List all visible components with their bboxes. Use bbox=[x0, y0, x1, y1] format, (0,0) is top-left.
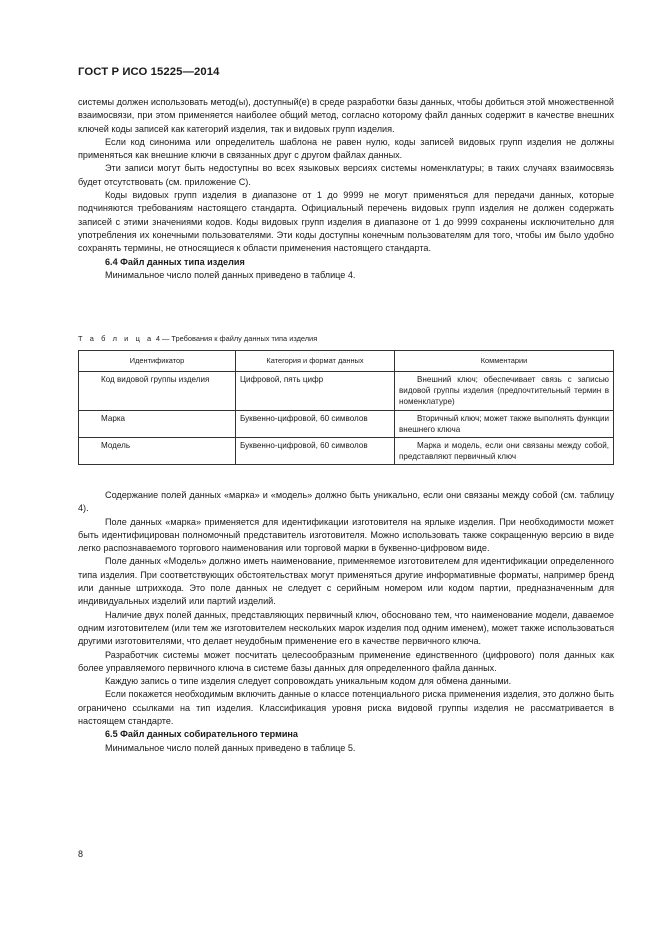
paragraph: Каждую запись о типе изделия следует сопровождать уникальным кодом для обмена данными. bbox=[105, 676, 512, 687]
body-text-upper bbox=[78, 96, 614, 282]
table-header-row bbox=[79, 351, 614, 372]
column-header: Идентификатор bbox=[79, 351, 236, 372]
cell-text: Буквенно-цифровой, 60 символов bbox=[240, 413, 368, 423]
paragraph: Содержание полей данных «марка» и «модель» должно быть уникально, если они связаны между собой (см. таблицу 4). bbox=[78, 490, 614, 514]
table-cell bbox=[79, 410, 236, 437]
paragraph: Эти записи могут быть недоступны во всех языковых версиях системы номенклатуры; в таких случаях взаимосвязь будет отсутствовать (см. приложение С). bbox=[78, 163, 614, 187]
cell-text: Внешний ключ; обеспечивает связь с записью видовой группы изделия (предпочтительный термин в номенклатуре) bbox=[399, 375, 609, 407]
cell-text: Буквенно-цифровой, 60 символов bbox=[240, 441, 368, 451]
table-caption-title: 4 — Требования к файлу данных типа изделия bbox=[153, 334, 318, 343]
section-heading-6-4: 6.4 Файл данных типа изделия bbox=[105, 256, 245, 267]
cell-text: Марка bbox=[101, 413, 126, 423]
cell-text: Цифровой, пять цифр bbox=[240, 375, 324, 384]
column-header: Комментарии bbox=[395, 351, 614, 372]
table-cell bbox=[79, 438, 236, 465]
table-row bbox=[79, 438, 614, 465]
cell-text: Марка и модель, если они связаны между собой, представляют первичный ключ bbox=[399, 441, 609, 462]
paragraph: Поле данных «марка» применяется для идентификации изготовителя на ярлыке изделия. При необходимости может быть идентифицирован полномочный представитель изготовителя. Можно использовать также сокращенную версию в виде легко распознаваемого торгового наименования или торговой марки в буквенно-цифровом виде. bbox=[78, 516, 614, 554]
table-cell bbox=[236, 372, 395, 411]
body-text-lower bbox=[78, 489, 614, 755]
paragraph: Если код синонима или определитель шаблона не равен нулю, коды записей видовых групп изделия не должны применяться как внешние ключи в связанных друг с другом файлах данных. bbox=[78, 136, 614, 161]
table-caption bbox=[78, 334, 317, 343]
requirements-table bbox=[78, 350, 614, 465]
paragraph: Наличие двух полей данных, представляющих первичный ключ, обосновано тем, что наименование модели, даваемое одним изготовителем (или тем же изготовителем нескольких марок изделия под одним именем), может также использоваться другими изготовителями, что делает неудобным применение его в качестве первичного ключа. bbox=[78, 609, 614, 647]
paragraph: системы должен использовать метод(ы), доступный(е) в среде разработки базы данных, чтобы добиться этой множественной взаимосвязи, при этом применяется наиболее общий метод, согласно которому файл данных содержит в качестве внешних ключей коды записей как категорий изделия, так и видовых групп изделия. bbox=[78, 97, 614, 134]
cell-text: Модель bbox=[101, 441, 131, 451]
paragraph: Поле данных «Модель» должно иметь наименование, применяемое изготовителем для идентификации определенного типа изделия. При соответствующих обстоятельствах могут применяться другие информативные форматы, например бренд или данные штрихкода. Это поле данных не следует с серийным номером или кодом партии, предназначенным для индивидуальных изделий или партий изделий. bbox=[78, 556, 614, 607]
table-cell bbox=[236, 438, 395, 465]
table-cell bbox=[395, 438, 614, 465]
paragraph: Если покажется необходимым включить данные о классе потенциального риска применения изделия, это должно быть ограничено ссылками на тип изделия. Классификация уровня риска видовой группы изделия не рассматривается в настоящем стандарте. bbox=[78, 689, 614, 727]
paragraph: Минимальное число полей данных приведено в таблице 4. bbox=[105, 269, 356, 280]
table-row bbox=[79, 410, 614, 437]
cell-text: Код видовой группы изделия bbox=[101, 375, 210, 384]
cell-text: Вторичный ключ; может также выполнять функции внешнего ключа bbox=[399, 413, 609, 434]
table-cell bbox=[395, 410, 614, 437]
column-header: Категория и формат данных bbox=[236, 351, 395, 372]
table-caption-prefix: Т а б л и ц а bbox=[78, 334, 154, 343]
document-header: ГОСТ Р ИСО 15225—2014 bbox=[78, 66, 220, 78]
table-cell bbox=[79, 372, 236, 411]
table-cell bbox=[395, 372, 614, 411]
table-cell bbox=[236, 410, 395, 437]
section-heading-6-5: 6.5 Файл данных собирательного термина bbox=[105, 729, 298, 740]
page-number: 8 bbox=[78, 849, 84, 859]
paragraph: Разработчик системы может посчитать целесообразным применение единственного (цифрового) поля данных как более управляемого первичного ключа в системе базы данных для определенного файла данных. bbox=[78, 649, 614, 673]
paragraph: Минимальное число полей данных приведено в таблице 5. bbox=[105, 742, 356, 753]
table-row bbox=[79, 372, 614, 411]
paragraph: Коды видовых групп изделия в диапазоне от 1 до 9999 не могут применяться для передачи данных, которые подчиняются требованиям настоящего стандарта. Официальный перечень видовых групп изделия не должен содержать записей с этими значениями кодов. Коды видовых групп изделия в диапазоне от 1 до 9999 сохранены исключительно для употребления их конечными пользователями. Эти коды доступны конечным пользователям для того, чтобы им было удобно сохранять термины, не относящиеся к области применения настоящего стандарта. bbox=[78, 190, 614, 254]
